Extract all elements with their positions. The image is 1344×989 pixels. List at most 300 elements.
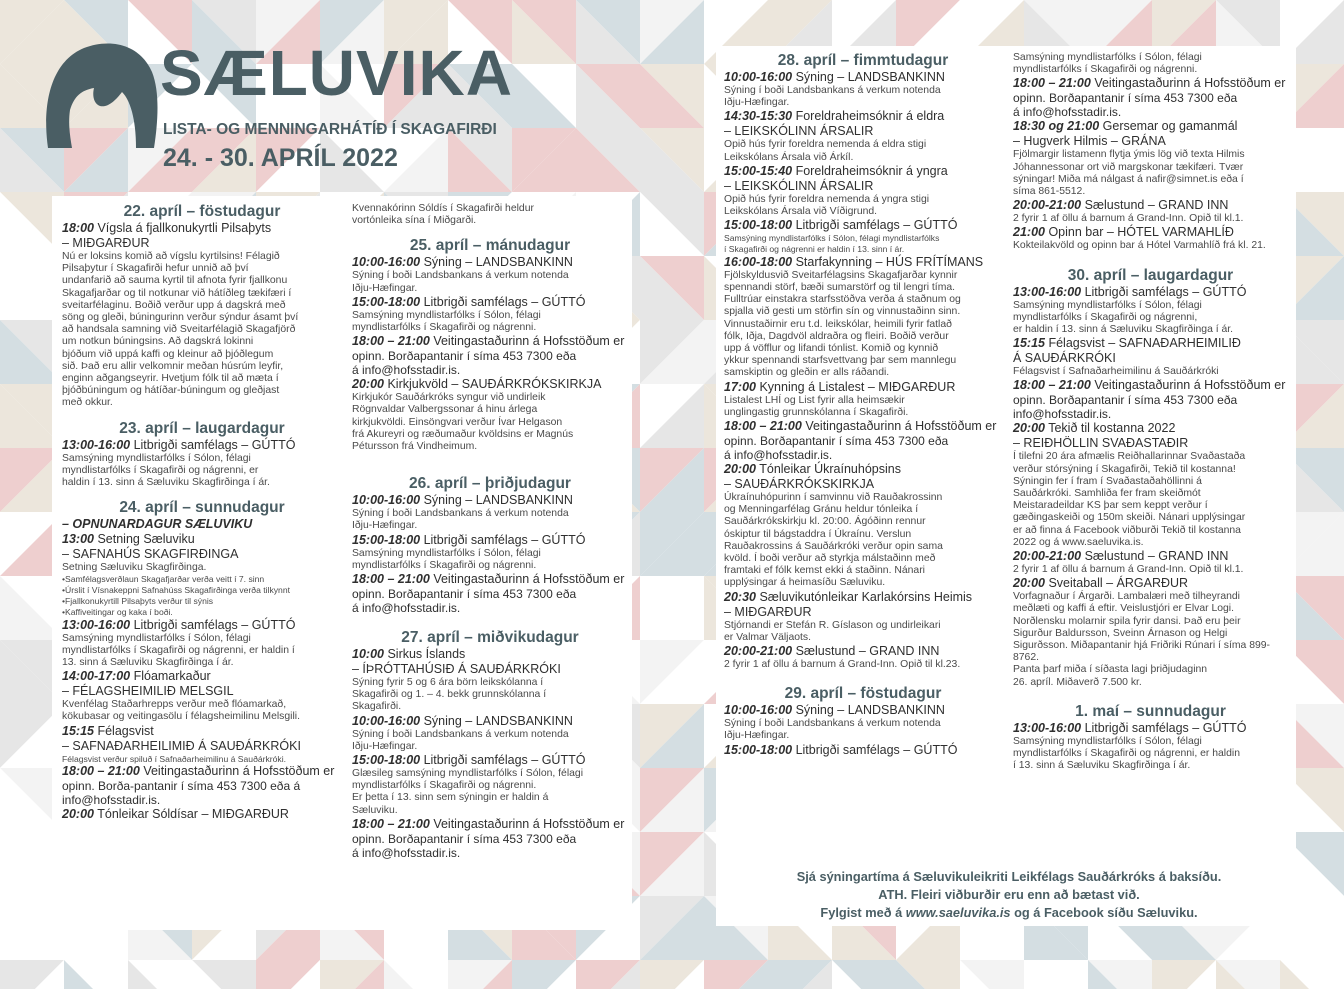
event-description-line: Leikskólans Ársala við Víðigrund. (724, 206, 878, 218)
event-description-line: Iðju-Hæfingar. (352, 282, 418, 294)
event-entry (62, 517, 342, 532)
day-heading: 26. apríl – þriðjudagur (409, 475, 571, 493)
footer-line-3-start: Fylgist með á (820, 905, 906, 920)
event-entry (352, 817, 628, 860)
event-title: Litbrigði samfélags – GÚTTÓ (420, 294, 586, 309)
event-entry (724, 703, 1002, 742)
event-title: Tekið til kostanna 2022 (1044, 421, 1176, 436)
event-description-line: 26. apríl. Miðaverð 7.500 kr. (1013, 676, 1142, 688)
event-heading-line (1013, 436, 1288, 451)
event-time: 13:00-16:00 (62, 617, 131, 632)
event-description-line: Pilsaþytur í Skagafirði hefur unnið að því (62, 263, 249, 275)
event-description-line: meðlæti og kaffi á eftir. Veislustjóri er Elvar Logi. (1013, 603, 1234, 615)
event-description-line: samskiptin og gleðin er alls ráðandi. (724, 367, 890, 379)
event-description-line: Rauðakrossins á Sauðárkróki verður opin sama (724, 540, 943, 552)
event-heading-line (724, 70, 1002, 85)
event-heading-continuation: opinn. Borðapantanir í síma 453 7300 eða (724, 434, 949, 449)
event-heading-line (62, 221, 342, 236)
event-description-line: Setning Sæluviku Skagfirðinga. (62, 562, 207, 574)
event-description-line: Kirkjukór Sauðárkróks syngur við undirleik (352, 392, 546, 404)
event-description-line: og Menningarfélag Gránu heldur tónleika í (724, 504, 919, 516)
website-link[interactable]: www.saeluvika.is (905, 905, 1011, 920)
event-entry (352, 533, 628, 572)
event-title: Sælustund – GRAND INN (1081, 198, 1229, 213)
event-heading-continuation: opinn. Borðapantanir í síma 453 7300 eða (352, 349, 577, 364)
event-description-line: sið. Það eru allir velkomnir meðan húsrúm leyfir, (62, 360, 284, 372)
event-heading-line (1013, 76, 1288, 91)
event-description-line: Opið hús fyrir foreldra nemenda á yngra stigi (724, 193, 930, 205)
footer-line-2: ATH. Fleiri viðburðir eru enn að bætast við. (878, 887, 1140, 902)
event-time: 16:00-18:00 (724, 254, 793, 269)
event-time: 18:00 – 21:00 (352, 572, 430, 587)
event-title: Sæluvikutónleikar Karlakórsins Heimis (755, 589, 973, 604)
event-description-line: Pétursson frá Vindheimum. (352, 441, 478, 453)
event-title: Litbrigði samfélags – GÚTTÓ (130, 437, 296, 452)
event-description-line: Fjölmargir listamenn flytja ýmis lög við texta Hilmis (1013, 149, 1245, 161)
event-description-line: Jóhannessonar ort við margskonar tækifæri. Tvær (1013, 161, 1244, 173)
event-title: Veitingastaðurinn á Hofsstöðum er (1090, 378, 1286, 393)
event-heading-line (62, 764, 342, 779)
event-heading-line (62, 438, 342, 453)
schedule-column-1 (62, 203, 342, 822)
event-title: Sælustund – GRAND INN (792, 644, 940, 659)
event-title: Sýning – LANDSBANKINN (420, 493, 573, 508)
event-entry (1013, 119, 1288, 198)
event-title: Gersemar og gamanmál (1099, 119, 1238, 134)
event-entry (352, 203, 628, 227)
event-heading-line (724, 164, 1002, 179)
event-time: 18:00 – 21:00 (724, 419, 802, 434)
event-description-line: Fulltrúar einstakra starfsstöðva verða á staðnum og (724, 294, 961, 306)
event-entry (62, 532, 342, 617)
event-time: 18:30 og 21:00 (1013, 119, 1100, 134)
event-heading-continuation: info@hofsstadir.is. (62, 793, 161, 808)
event-title: – OPNUNARDAGUR SÆLUVIKU (62, 517, 253, 532)
event-title: Sýning – LANDSBANKINN (420, 713, 573, 728)
event-description-line: kirkjukvöldi. Einsöngvari verður Ívar Helgason (352, 416, 563, 428)
event-description-line: myndlistarfólks í Skagafirði og nágrenni. (352, 322, 537, 334)
event-heading-line (62, 739, 342, 754)
event-title: Litbrigði samfélags – GÚTTÓ (1081, 720, 1247, 735)
event-title: Litbrigði samfélags – GÚTTÓ (420, 753, 586, 768)
event-description-line: Úkraínuhópurinn í samvinnu við Rauðakrossinn (724, 492, 943, 504)
event-description-line: Er þetta í 13. sinn sem sýningin er haldin á (352, 792, 549, 804)
event-heading-line (1013, 119, 1288, 134)
event-entry (62, 764, 342, 807)
event-description-line: Sýning fyrir 5 og 6 ára börn leikskólanna í (352, 677, 544, 689)
event-entry (352, 647, 628, 714)
event-description-line: Vinnustaðirnir eru t.d. leikskólar, heimili fyrir fatlað (724, 318, 952, 330)
event-description-line: sýningar! Miða má nálgast á nafir@simnet.is eða í (1013, 173, 1244, 185)
event-heading-continuation: á info@hofsstadir.is. (352, 845, 461, 860)
event-description-line: unglingastig grunnskólanna í Skagafirði. (724, 406, 909, 418)
event-heading-line (724, 109, 1002, 124)
event-heading-line (62, 807, 342, 822)
event-description-line: Samsýning myndlistarfólks í Sólon, félagi (62, 632, 251, 644)
event-description-line: Samsýning myndlistarfólks í Sólon, félagi (352, 309, 541, 321)
event-heading-line (352, 714, 628, 729)
event-title: – FÉLAGSHEIMILIÐ MELSGIL (62, 684, 234, 699)
event-description-line: myndlistarfólks í Skagafirði og nágrenni. (1013, 64, 1198, 76)
event-heading-continuation: opinn. Borðapantanir í síma 453 7300 eða (352, 587, 577, 602)
event-small-note: •Úrslit í Vísnakeppni Safnahúss Skagafirðinga verða tilkynnt (62, 585, 290, 596)
event-description-line: Sigurður Baldursson, Sveinn Árnason og Helgi (1013, 627, 1228, 639)
event-entry (1013, 421, 1288, 549)
event-entry (1013, 285, 1288, 337)
event-description-line: síma 861-5512. (1013, 186, 1086, 198)
event-description-line: Nú er loksins komið að vígslu kyrtilsins! Félagið (62, 251, 280, 262)
event-description-line: upp á vöfflur og lifandi tónlist. Komið og kynnið (724, 343, 939, 355)
event-time: 18:00 – 21:00 (1013, 378, 1091, 393)
footer-line-3-end: og á Facebook síðu Sæluviku. (1010, 905, 1198, 920)
day-heading: 27. apríl – miðvikudagur (401, 629, 579, 647)
event-description-line: þjóðbúningum og hátíðar-búningum og gleðjast (62, 385, 280, 397)
event-heading-continuation: opinn. Borðapantanir í síma 453 7300 eða (1013, 393, 1238, 408)
event-description-line: ykkur spennandi starfsvettvang þar sem mannlegu (724, 355, 957, 367)
event-heading-line (352, 647, 628, 662)
event-description-line: Vorfagnaður í Árgarði. Lambalæri með tilheyrandi (1013, 591, 1240, 603)
day-heading: 23. apríl – laugardagur (119, 419, 285, 437)
event-description-line: Glæsileg samsýning myndlistarfólks í Sólon, félagi (352, 768, 583, 780)
festival-subtitle: LISTA- OG MENNINGARHÁTÍÐ Í SKAGAFIRÐI (163, 121, 497, 138)
event-entry (724, 743, 1002, 758)
event-entry (352, 295, 628, 334)
event-title: – Hugverk Hilmis – GRÁNA (1013, 134, 1166, 149)
event-entry (1013, 225, 1288, 252)
event-time: 20:30 (724, 589, 756, 604)
event-time: 14:30-15:30 (724, 109, 793, 124)
event-description-line: um notkun búningsins. Að dagskrá lokinni (62, 336, 254, 348)
event-time: 21:00 (1013, 225, 1045, 240)
event-heading-line (724, 380, 1002, 395)
event-heading-line (352, 817, 628, 832)
event-entry (724, 164, 1002, 218)
event-heading-line (352, 572, 628, 587)
event-time: 20:00 (724, 462, 756, 477)
event-time: 20:00 (1013, 421, 1045, 436)
event-description-line: er haldin í 13. sinn á Sæluviku Skagfirðinga í ár. (1013, 324, 1234, 336)
event-heading-line (1013, 421, 1288, 436)
event-description-line: verður stórsýning í Skagafirði, Tekið til kostanna! (1013, 463, 1236, 475)
event-small-note: í Skagafirði og nágrenni er haldin í 13. sinn í ár. (724, 244, 905, 255)
event-heading-line (62, 236, 342, 251)
event-description-line: bjóðum við uppá kaffi og kleinur að þjóðlegum (62, 348, 274, 360)
event-heading-line (724, 590, 1002, 605)
event-description-line: kökubasar og veitingasölu í félagsheimilinu Melsgili. (62, 711, 300, 723)
event-entry (724, 462, 1002, 590)
event-title: Félagsvist – SAFNAÐARHEIMILIÐ (1044, 336, 1241, 351)
event-time: 18:00 – 21:00 (62, 764, 140, 779)
event-description-line: Opið hús fyrir foreldra nemenda á eldra stigi (724, 139, 927, 151)
event-title: Veitingastaðurinn á Hofsstöðum er (801, 419, 997, 434)
event-description-line: 13. sinn á Sæluviku Skagfirðinga í ár. (62, 657, 234, 669)
event-description-line: myndlistarfólks í Skagafirði og nágrenni, er haldin (1013, 748, 1240, 760)
event-time: 20:00 (352, 377, 384, 392)
event-entry (724, 255, 1002, 380)
day-heading: 25. apríl – mánudagur (409, 237, 571, 255)
event-time: 17:00 (724, 379, 756, 394)
event-heading-line (352, 295, 628, 310)
event-description-line: Samsýning myndlistarfólks í Sólon, félagi (1013, 52, 1202, 63)
event-description-line: að handsala samning við Sveitarfélagið Skagafjörð (62, 324, 296, 336)
event-description-line: í 13. sinn á Sæluviku Skagfirðinga í ár. (1013, 760, 1191, 772)
event-description-line: 2 fyrir 1 af öllu á barnum á Grand-Inn. Opið til kl.1. (1013, 213, 1244, 225)
event-title: Sveitaball – ÁRGARÐUR (1044, 576, 1189, 591)
event-time: 15:15 (62, 723, 94, 738)
event-time: 15:00-15:40 (724, 163, 793, 178)
event-description-line: er Valmar Väljaots. (724, 631, 812, 643)
event-description-line: haldin í 13. sinn á Sæluviku Skagfirðinga í ár. (62, 477, 270, 489)
event-time: 10:00-16:00 (352, 493, 421, 508)
event-small-note: Félagsvist verður spiluð í Safnaðarheimilinu á Sauðárkróki. (62, 753, 287, 764)
event-heading-line (352, 377, 628, 392)
event-description-line: enginn aðgangseyrir. Hvetjum fólk til að mæta í (62, 373, 279, 385)
event-heading-line (724, 218, 1002, 233)
event-title: Kirkjukvöld – SAUÐÁRKRÓKSKIRKJA (383, 377, 602, 392)
event-heading-continuation: opinn. Borðapantanir í síma 453 7300 eða (1013, 91, 1238, 106)
event-time: 13:00 (62, 532, 94, 547)
event-time: 20:00-21:00 (724, 644, 793, 659)
event-time: 15:00-18:00 (724, 218, 793, 233)
day-heading: 30. apríl – laugardagur (1067, 266, 1234, 284)
event-entry (724, 70, 1002, 109)
event-title: Starfakynning – HÚS FRÍTÍMANS (792, 254, 984, 269)
event-title: Sýning – LANDSBANKINN (792, 703, 945, 718)
event-title: – SAUÐÁRKRÓKSKIRKJA (724, 477, 875, 492)
event-time: 13:00-16:00 (1013, 720, 1082, 735)
event-heading-line (1013, 336, 1288, 351)
event-description-line: er að finna á Facebook viðburði Tekið til kostanna (1013, 524, 1241, 536)
event-description-line: framtaki ef fólk kemst ekki á staðinn. Nánari (724, 565, 925, 577)
event-description-line: Stjórnandi er Stefán R. Gíslason og undirleikari (724, 619, 941, 631)
event-heading-continuation: á info@hofsstadir.is. (724, 448, 833, 463)
event-heading-line (1013, 549, 1288, 564)
day-heading: 22. apríl – föstudagur (123, 203, 281, 220)
event-heading-line (724, 703, 1002, 718)
event-title: Sýning – LANDSBANKINN (420, 255, 573, 270)
event-heading-line (1013, 285, 1288, 300)
event-entry (62, 438, 342, 490)
event-time: 15:00-18:00 (352, 294, 421, 309)
event-entry (1013, 721, 1288, 773)
event-entry (724, 218, 1002, 255)
event-entry (1013, 549, 1288, 576)
event-title: Vígsla á fjallkonukyrtli Pilsaþyts (93, 221, 272, 235)
event-description-line: með okkur. (62, 397, 113, 409)
event-entry (62, 807, 342, 822)
event-description-line: Samsýning myndlistarfólks í Sólon, félagi (62, 452, 251, 464)
event-time: 10:00-16:00 (724, 70, 793, 84)
event-time: 10:00 (352, 647, 384, 662)
festival-title: SÆLUVIKA (160, 37, 513, 109)
event-description-line: Sýning í boði Landsbankans á verkum notenda (724, 718, 941, 730)
event-time: 20:00 (62, 807, 94, 822)
event-description-line: Kokteilakvöld og opinn bar á Hótel Varmahlíð frá kl. 21. (1013, 240, 1266, 252)
event-small-note: •Kaffiveitingar og kaka í boði. (62, 606, 173, 617)
event-small-note: •Fjallkonukyrtill Pilsaþyts verður til sýnis (62, 596, 214, 607)
event-description-line: Félagsvist í Safnaðarheimilinu á Sauðárkróki (1013, 366, 1219, 378)
event-heading-line (724, 255, 1002, 270)
event-entry (352, 334, 628, 377)
event-title: Veitingastaðurinn á Hofsstöðum er (429, 816, 625, 831)
event-description-line: Sauðárkrókskirkju kl. 20:00. Ágóðinn rennur (724, 516, 926, 528)
event-description-line: Iðju-Hæfingar. (724, 97, 790, 109)
event-heading-line (724, 477, 1002, 492)
event-heading-line (724, 644, 1002, 659)
event-heading-continuation: á info@hofsstadir.is. (1013, 105, 1122, 120)
event-description-line: Samsýning myndlistarfólks í Sólon, félagi (1013, 735, 1202, 747)
saeluvika-logo-icon (40, 36, 160, 148)
event-entry (724, 644, 1002, 671)
event-heading-continuation: opinn. Borðapantanir í síma 453 7300 eða (352, 831, 577, 846)
footer-note (724, 868, 1294, 922)
event-time: 20:00-21:00 (1013, 198, 1082, 213)
event-entry (724, 419, 1002, 462)
event-time: 15:00-18:00 (724, 742, 793, 757)
event-description-line: kvöld. Í boði verður að styrkja málstaðinn með (724, 553, 936, 565)
event-title: Sælustund – GRAND INN (1081, 549, 1229, 564)
event-heading-line (1013, 576, 1288, 591)
event-description-line: Kvenfélag Staðarhrepps verður með flóamarkað, (62, 699, 287, 711)
event-heading-line (62, 532, 342, 547)
event-description-line: 2 fyrir 1 af öllu á barnum á Grand-Inn. Opið til kl.1. (1013, 564, 1244, 576)
event-title: Setning Sæluviku (93, 532, 195, 547)
event-title: Litbrigði samfélags – GÚTTÓ (792, 742, 958, 757)
event-heading-line (724, 124, 1002, 139)
event-time: 18:00 – 21:00 (352, 816, 430, 831)
event-title: Tónleikar Úkraínuhópsins (755, 462, 901, 477)
event-description-line: Sýningin fer í fram í Svaðastaðahöllinni á (1013, 475, 1202, 487)
event-entry (62, 669, 342, 723)
event-heading-line (352, 334, 628, 349)
event-description-line: söng og gleði, búningurinn verður sýndur ásamt því (62, 312, 299, 324)
event-title: – ÍÞRÓTTAHÚSIÐ Á SAUÐÁRKRÓKI (352, 662, 561, 677)
event-heading-line (724, 419, 1002, 434)
event-description-line: Skagafirði. (352, 701, 402, 713)
event-title: Sýning – LANDSBANKINN (792, 70, 945, 84)
event-description-line: Samsýning myndlistarfólks í Sólon, félagi (352, 547, 541, 559)
event-description-line: Panta þarf miða í síðasta lagi þriðjudaginn (1013, 664, 1208, 676)
event-description-line: Sýning í boði Landsbankans á verkum notenda (724, 85, 941, 96)
event-heading-line (724, 179, 1002, 194)
event-entry (1013, 378, 1288, 421)
event-heading-line (1013, 225, 1288, 240)
event-time: 13:00-16:00 (62, 437, 131, 452)
event-description-line: Meistaradeildar KS þar sem keppt verður í (1013, 500, 1208, 512)
event-title: Foreldraheimsóknir á yngra (792, 163, 948, 178)
event-title: – MIÐGARÐUR (62, 236, 150, 250)
event-title: Opinn bar – HÓTEL VARMAHLÍÐ (1044, 225, 1234, 240)
event-heading-line (62, 669, 342, 684)
event-description-line: óskiptur til bágstaddra í Úkraínu. Verslun (724, 528, 912, 540)
event-title: Litbrigði samfélags – GÚTTÓ (1081, 284, 1247, 299)
event-time: 10:00-16:00 (352, 713, 421, 728)
event-heading-line (352, 493, 628, 508)
event-title: – SAFNAHÚS SKAGFIRÐINGA (62, 547, 239, 562)
event-title: Litbrigði samfélags – GÚTTÓ (792, 218, 958, 233)
event-heading-line (352, 255, 628, 270)
event-heading-line (1013, 198, 1288, 213)
event-description-line: Sauðárkróki. Samhliða fer fram skeiðmót (1013, 488, 1201, 500)
event-title: – LEIKSKÓLINN ÁRSALIR (724, 178, 874, 193)
event-entry (352, 714, 628, 753)
event-description-line: myndlistarfólks í Skagafirði og nágrenni, er haldin í (62, 644, 295, 656)
event-description-line: Samsýning myndlistarfólks í Sólon, félagi (1013, 299, 1202, 311)
event-description-line: spjalla við gesti um störfin sín og vinnustaðinn sinn. (724, 306, 961, 318)
event-entry (352, 572, 628, 615)
event-time: 14:00-17:00 (62, 669, 131, 684)
event-description-line: Kvennakórinn Sóldís í Skagafirði heldur (352, 203, 534, 214)
event-description-line: Iðju-Hæfingar. (352, 520, 418, 532)
event-title: Litbrigði samfélags – GÚTTÓ (420, 532, 586, 547)
event-title: – REIÐHÖLLIN SVAÐASTAÐIR (1013, 436, 1189, 451)
day-heading: 1. maí – sunnudagur (1075, 702, 1226, 720)
event-description-line: Sýning í boði Landsbankans á verkum notenda (352, 270, 569, 282)
event-heading-line (1013, 378, 1288, 393)
event-entry (62, 221, 342, 410)
event-description-line: Leikskólans Ársala við Árkíl. (724, 151, 854, 163)
event-time: 20:00 (1013, 576, 1045, 591)
event-time: 18:00 – 21:00 (1013, 76, 1091, 91)
event-time: 20:00-21:00 (1013, 549, 1082, 564)
event-description-line: 2 fyrir 1 af öllu á barnum á Grand-Inn. Opið til kl.23. (724, 659, 961, 671)
event-title: Félagsvist (93, 723, 154, 738)
event-entry (62, 724, 342, 765)
event-time: 15:00-18:00 (352, 753, 421, 768)
event-description-line: myndlistarfólks í Skagafirði og nágrenni, (1013, 311, 1198, 323)
event-heading-line (352, 533, 628, 548)
event-heading-continuation: opinn. Borða-pantanir í síma 453 7300 eða á (62, 779, 301, 794)
schedule-column-2 (352, 203, 628, 860)
event-title: Veitingastaðurinn á Hofsstöðum er (429, 572, 625, 587)
event-description-line: myndlistarfólks í Skagafirði og nágrenni. (352, 559, 537, 571)
event-title: Foreldraheimsóknir á eldra (792, 109, 945, 124)
event-heading-line (62, 547, 342, 562)
event-heading-line (1013, 721, 1288, 736)
event-title: Veitingastaðurinn á Hofsstöðum er (139, 764, 335, 779)
event-entry (352, 377, 628, 453)
event-time: 10:00-16:00 (352, 255, 421, 270)
event-heading-line (352, 753, 628, 768)
event-entry (1013, 576, 1288, 689)
event-heading-line (724, 605, 1002, 620)
event-entry (1013, 52, 1288, 76)
event-entry (1013, 336, 1288, 378)
event-title: – MIÐGARÐUR (724, 604, 812, 619)
event-title: Kynning á Listalest – MIÐGARÐUR (755, 379, 956, 394)
event-title: Litbrigði samfélags – GÚTTÓ (130, 617, 296, 632)
day-heading: 28. apríl – fimmtudagur (777, 52, 949, 69)
event-description-line: Skagafirði og 1. – 4. bekk grunnskólanna í (352, 689, 547, 701)
event-title: Flóamarkaður (130, 669, 211, 684)
event-description-line: Listalest LHÍ og List fyrir alla heimsækir (724, 394, 905, 406)
event-description-line: Iðju-Hæfingar. (724, 730, 790, 742)
event-title: Sirkus Íslands (383, 647, 466, 662)
event-description-line: frá Akureyri og ræðumaður kvöldsins er Magnús (352, 428, 574, 440)
event-time: 15:00-18:00 (352, 532, 421, 547)
event-description-line: Í tilefni 20 ára afmælis Reiðhallarinnar Svaðastaða (1013, 451, 1246, 463)
festival-dates: 24. - 30. APRÍL 2022 (163, 144, 398, 172)
event-title: Veitingastaðurinn á Hofsstöðum er (429, 334, 625, 349)
event-entry (352, 493, 628, 532)
event-time: 15:15 (1013, 336, 1045, 351)
event-description-line: gæðingaskeiði og 150m skeiði. Nánari upplýsingar (1013, 512, 1246, 524)
event-entry (724, 590, 1002, 644)
event-title: – LEIKSKÓLINN ÁRSALIR (724, 124, 874, 139)
event-description-line: Fjölskyldusvið Sveitarfélagsins Skagafjarðar kynnir (724, 269, 958, 281)
footer-line-1: Sjá sýningartíma á Sæluvikuleikriti Leikfélags Sauðárkróks á baksíðu. (796, 869, 1222, 884)
event-description-line: Sýning í boði Landsbankans á verkum notenda (352, 728, 569, 740)
